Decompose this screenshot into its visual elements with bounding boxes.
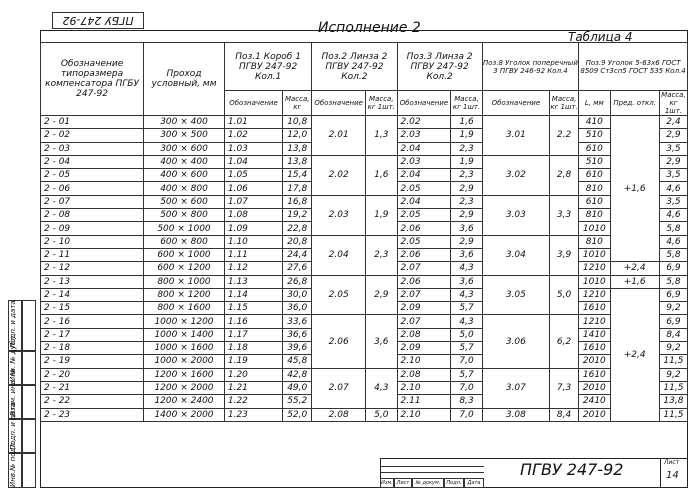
table-row (41, 155, 688, 168)
length-cell: 1210 (579, 288, 610, 301)
header-pos3: Поз.3 Линза 2 ПГВУ 247-92 Кол.2 (397, 43, 482, 91)
pos3-mass-cell: 4,3 (451, 288, 482, 301)
pos3-oboz-cell: 2.06 (397, 248, 451, 261)
pos1-mass-cell: 49,0 (283, 381, 312, 394)
passage-cell: 1000 × 2000 (144, 355, 225, 368)
header-passage: Проход условный, мм (144, 43, 225, 116)
pos1-mass-cell: 17,8 (283, 182, 312, 195)
spec-table (40, 42, 688, 422)
pos3-mass-cell: 7,0 (451, 355, 482, 368)
pos3-oboz-cell: 2.04 (397, 195, 451, 208)
pos8-mass-cell: 8,4 (550, 408, 579, 421)
pos8-mass-cell: 5,0 (550, 275, 579, 315)
pos9-mass-cell: 13,8 (659, 395, 687, 408)
pos9-mass-cell: 3,5 (659, 142, 687, 155)
pos1-oboz-cell: 1.22 (224, 395, 282, 408)
stamp-line (380, 472, 484, 473)
passage-cell: 400 × 400 (144, 155, 225, 168)
table-row (41, 116, 688, 129)
pos2-mass-cell: 5,0 (366, 408, 397, 421)
length-cell: 510 (579, 155, 610, 168)
pos1-mass-cell: 52,0 (283, 408, 312, 421)
passage-cell: 1200 × 2000 (144, 381, 225, 394)
pos3-mass-cell: 3,6 (451, 222, 482, 235)
stamp-cell: Лист (394, 478, 412, 488)
designation-cell: 2 - 13 (41, 275, 144, 288)
header-designation: Обозначение типоразмера компенсатора ПГБУ 247-92 (41, 43, 144, 116)
tolerance-cell: +2,4 (610, 288, 659, 421)
pos2-mass-cell: 2,3 (366, 235, 397, 275)
pos2-mass-cell: 1,3 (366, 116, 397, 156)
pos9-mass-cell: 2,9 (659, 155, 687, 168)
pos9-mass-cell: 6,9 (659, 262, 687, 275)
pos1-mass-cell: 36,6 (283, 328, 312, 341)
pos9-mass-cell: 11,5 (659, 381, 687, 394)
pos3-oboz-cell: 2.05 (397, 182, 451, 195)
pos1-mass-cell: 20,8 (283, 235, 312, 248)
pos1-oboz-cell: 1.14 (224, 288, 282, 301)
sub-header-oboz: Обозначение (397, 91, 451, 116)
pos3-oboz-cell: 2.06 (397, 222, 451, 235)
sub-header-oboz: Обозначение (482, 91, 549, 116)
pos1-oboz-cell: 1.13 (224, 275, 282, 288)
length-cell: 1010 (579, 222, 610, 235)
passage-cell: 800 × 1000 (144, 275, 225, 288)
pos3-mass-cell: 2,9 (451, 209, 482, 222)
strip-sign-date-2: Подп. и дата (9, 300, 17, 348)
pos1-oboz-cell: 1.12 (224, 262, 282, 275)
pos8-mass-cell: 3,9 (550, 235, 579, 275)
designation-cell: 2 - 11 (41, 248, 144, 261)
pos3-mass-cell: 2,9 (451, 182, 482, 195)
passage-cell: 300 × 600 (144, 142, 225, 155)
pos3-oboz-cell: 2.08 (397, 328, 451, 341)
pos8-mass-cell: 7,3 (550, 368, 579, 408)
sub-header-mass: Масса, кг 1шт. (451, 91, 482, 116)
sheet-title: Исполнение 2 (318, 20, 421, 36)
pos3-mass-cell: 1,6 (451, 116, 482, 129)
pos8-oboz-cell: 3.08 (482, 408, 549, 421)
designation-cell: 2 - 01 (41, 116, 144, 129)
pos9-mass-cell: 2,9 (659, 129, 687, 142)
pos2-mass-cell: 2,9 (366, 275, 397, 315)
designation-cell: 2 - 06 (41, 182, 144, 195)
passage-cell: 1200 × 2400 (144, 395, 225, 408)
length-cell: 2410 (579, 395, 610, 408)
pos1-mass-cell: 19,2 (283, 209, 312, 222)
length-cell: 1010 (579, 275, 610, 288)
pos1-oboz-cell: 1.15 (224, 302, 282, 315)
designation-cell: 2 - 08 (41, 209, 144, 222)
passage-cell: 800 × 1200 (144, 288, 225, 301)
stamp-cell: Подп. (444, 478, 464, 488)
pos1-oboz-cell: 1.01 (224, 116, 282, 129)
length-cell: 2010 (579, 381, 610, 394)
pos2-mass-cell: 1,9 (366, 195, 397, 235)
length-cell: 1210 (579, 262, 610, 275)
pos3-oboz-cell: 2.04 (397, 142, 451, 155)
designation-cell: 2 - 18 (41, 342, 144, 355)
pos8-mass-cell: 2.2 (550, 116, 579, 156)
length-cell: 510 (579, 129, 610, 142)
pos9-mass-cell: 11,5 (659, 355, 687, 368)
pos1-mass-cell: 10,8 (283, 116, 312, 129)
pos2-mass-cell: 3,6 (366, 315, 397, 368)
pos3-oboz-cell: 2.04 (397, 169, 451, 182)
sub-header-mass: Масса, кг 1шт. (366, 91, 397, 116)
pos2-mass-cell: 1,6 (366, 155, 397, 195)
passage-cell: 500 × 600 (144, 195, 225, 208)
pos8-oboz-cell: 3.04 (482, 235, 549, 275)
pos3-oboz-cell: 2.11 (397, 395, 451, 408)
table-row (41, 195, 688, 208)
pos1-oboz-cell: 1.07 (224, 195, 282, 208)
pos1-mass-cell: 26,8 (283, 275, 312, 288)
table-row (41, 275, 688, 288)
passage-cell: 1200 × 1600 (144, 368, 225, 381)
length-cell: 810 (579, 182, 610, 195)
designation-cell: 2 - 03 (41, 142, 144, 155)
stamp-code: ПГВУ 247-92 (520, 460, 624, 479)
length-cell: 2010 (579, 355, 610, 368)
tolerance-cell: +2,4 (610, 262, 659, 275)
designation-cell: 2 - 10 (41, 235, 144, 248)
pos3-oboz-cell: 2.07 (397, 315, 451, 328)
header-pos2: Поз.2 Линза 2 ПГВУ 247-92 Кол.2 (312, 43, 397, 91)
pos1-mass-cell: 39,6 (283, 342, 312, 355)
sub-header-mass: Масса, кг 1шт. (550, 91, 579, 116)
header-pos8: Поз.8 Уголок поперечный 3 ПГВУ 246-92 Кол.4 (482, 43, 578, 91)
pos8-oboz-cell: 3.01 (482, 116, 549, 156)
pos8-mass-cell: 2,8 (550, 155, 579, 195)
pos3-oboz-cell: 2.10 (397, 408, 451, 421)
pos1-mass-cell: 12,0 (283, 129, 312, 142)
pos9-mass-cell: 5,8 (659, 248, 687, 261)
pos1-oboz-cell: 1.09 (224, 222, 282, 235)
sub-header-oboz: Обозначение (224, 91, 282, 116)
passage-cell: 1000 × 1400 (144, 328, 225, 341)
pos9-mass-cell: 4,6 (659, 209, 687, 222)
pos2-oboz-cell: 2.06 (312, 315, 366, 368)
stamp-line (380, 466, 484, 467)
pos3-oboz-cell: 2.05 (397, 235, 451, 248)
pos8-oboz-cell: 3.07 (482, 368, 549, 408)
pos1-mass-cell: 30,0 (283, 288, 312, 301)
pos1-oboz-cell: 1.03 (224, 142, 282, 155)
pos1-mass-cell: 33,6 (283, 315, 312, 328)
passage-cell: 300 × 500 (144, 129, 225, 142)
stamp-cell: Изм. (381, 480, 393, 486)
designation-cell: 2 - 05 (41, 169, 144, 182)
passage-cell: 1000 × 1200 (144, 315, 225, 328)
pos9-mass-cell: 9,2 (659, 302, 687, 315)
pos3-mass-cell: 7,0 (451, 381, 482, 394)
length-cell: 1210 (579, 315, 610, 328)
stamp-cell: Дата (464, 478, 484, 488)
pos3-mass-cell: 2,3 (451, 142, 482, 155)
pos1-oboz-cell: 1.02 (224, 129, 282, 142)
strip-inv-dubl: Инв. № дубл. (9, 334, 17, 382)
pos1-oboz-cell: 1.10 (224, 235, 282, 248)
passage-cell: 600 × 800 (144, 235, 225, 248)
passage-cell: 1400 × 2000 (144, 408, 225, 421)
pos9-mass-cell: 4,6 (659, 235, 687, 248)
stamp-cell: № докум. (412, 478, 444, 488)
length-cell: 410 (579, 116, 610, 129)
length-cell: 810 (579, 209, 610, 222)
table-row (41, 368, 688, 381)
pos1-mass-cell: 13,8 (283, 142, 312, 155)
strip-sign-date: Подп. и дата (9, 402, 17, 450)
length-cell: 1610 (579, 368, 610, 381)
pos1-mass-cell: 13,8 (283, 155, 312, 168)
pos3-mass-cell: 1,9 (451, 129, 482, 142)
table-row (41, 315, 688, 328)
pos1-oboz-cell: 1.17 (224, 328, 282, 341)
designation-cell: 2 - 15 (41, 302, 144, 315)
pos1-mass-cell: 15,4 (283, 169, 312, 182)
length-cell: 1410 (579, 328, 610, 341)
pos3-oboz-cell: 2.08 (397, 368, 451, 381)
pos3-mass-cell: 8,3 (451, 395, 482, 408)
pos3-oboz-cell: 2.03 (397, 155, 451, 168)
pos3-mass-cell: 5,7 (451, 342, 482, 355)
passage-cell: 800 × 1600 (144, 302, 225, 315)
pos1-oboz-cell: 1.21 (224, 381, 282, 394)
pos8-oboz-cell: 3.05 (482, 275, 549, 315)
strip-vzam: Взам. инв. № (9, 368, 17, 416)
pos9-mass-cell: 8,4 (659, 328, 687, 341)
pos2-oboz-cell: 2.07 (312, 368, 366, 408)
length-cell: 810 (579, 235, 610, 248)
pos3-mass-cell: 3,6 (451, 275, 482, 288)
header-pos1: Поз.1 Короб 1 ПГВУ 247-92 Кол.1 (224, 43, 311, 91)
pos3-oboz-cell: 2.09 (397, 302, 451, 315)
pos1-mass-cell: 22,8 (283, 222, 312, 235)
pos9-mass-cell: 3,5 (659, 169, 687, 182)
passage-cell: 400 × 800 (144, 182, 225, 195)
designation-cell: 2 - 04 (41, 155, 144, 168)
length-cell: 1610 (579, 302, 610, 315)
designation-cell: 2 - 19 (41, 355, 144, 368)
pos3-oboz-cell: 2.03 (397, 129, 451, 142)
sub-header-oboz: Обозначение (312, 91, 366, 116)
pos8-oboz-cell: 3.03 (482, 195, 549, 235)
passage-cell: 500 × 800 (144, 209, 225, 222)
pos2-oboz-cell: 2.01 (312, 116, 366, 156)
sub-header-L: L, мм (579, 91, 610, 116)
sub-header-mass: Масса, кг (283, 91, 312, 116)
pos3-oboz-cell: 2.02 (397, 116, 451, 129)
designation-cell: 2 - 02 (41, 129, 144, 142)
passage-cell: 600 × 1000 (144, 248, 225, 261)
pos3-mass-cell: 7,0 (451, 408, 482, 421)
table-label: Таблица 4 (568, 30, 633, 44)
designation-cell: 2 - 20 (41, 368, 144, 381)
pos3-oboz-cell: 2.06 (397, 275, 451, 288)
pos3-mass-cell: 2,3 (451, 195, 482, 208)
length-cell: 610 (579, 142, 610, 155)
tolerance-cell: +1,6 (610, 275, 659, 288)
pos3-mass-cell: 1,9 (451, 155, 482, 168)
pos9-mass-cell: 2,4 (659, 116, 687, 129)
pos3-oboz-cell: 2.09 (397, 342, 451, 355)
pos1-mass-cell: 36,0 (283, 302, 312, 315)
pos3-oboz-cell: 2.10 (397, 355, 451, 368)
length-cell: 610 (579, 195, 610, 208)
length-cell: 610 (579, 169, 610, 182)
pos1-mass-cell: 24,4 (283, 248, 312, 261)
designation-cell: 2 - 09 (41, 222, 144, 235)
pos9-mass-cell: 6,9 (659, 315, 687, 328)
designation-cell: 2 - 12 (41, 262, 144, 275)
length-cell: 1010 (579, 248, 610, 261)
pos1-mass-cell: 42,8 (283, 368, 312, 381)
pos3-mass-cell: 4,3 (451, 262, 482, 275)
pos1-oboz-cell: 1.18 (224, 342, 282, 355)
designation-cell: 2 - 21 (41, 381, 144, 394)
stamp-sheet-label: Лист (664, 459, 680, 466)
designation-cell: 2 - 23 (41, 408, 144, 421)
pos1-mass-cell: 16,8 (283, 195, 312, 208)
pos1-oboz-cell: 1.05 (224, 169, 282, 182)
pos3-mass-cell: 5,0 (451, 328, 482, 341)
sub-header-mass: Масса, кг 1шт. (661, 91, 686, 115)
designation-cell: 2 - 16 (41, 315, 144, 328)
pos8-mass-cell: 3,3 (550, 195, 579, 235)
pos1-mass-cell: 27,6 (283, 262, 312, 275)
top-code: ПГБУ 247-92 (52, 12, 144, 29)
passage-cell: 300 × 400 (144, 116, 225, 129)
pos1-oboz-cell: 1.08 (224, 209, 282, 222)
pos1-oboz-cell: 1.11 (224, 248, 282, 261)
passage-cell: 400 × 600 (144, 169, 225, 182)
pos3-mass-cell: 5,7 (451, 368, 482, 381)
passage-cell: 600 × 1200 (144, 262, 225, 275)
pos1-oboz-cell: 1.04 (224, 155, 282, 168)
tolerance-cell: +1,6 (610, 116, 659, 262)
pos9-mass-cell: 6,9 (659, 288, 687, 301)
pos9-mass-cell: 5,8 (659, 275, 687, 288)
pos1-oboz-cell: 1.20 (224, 368, 282, 381)
table-row (41, 235, 688, 248)
designation-cell: 2 - 17 (41, 328, 144, 341)
sub-header-tolerance: Пред. откл. (610, 91, 659, 116)
pos3-mass-cell: 3,6 (451, 248, 482, 261)
pos8-oboz-cell: 3.06 (482, 315, 549, 368)
designation-cell: 2 - 22 (41, 395, 144, 408)
length-cell: 2010 (579, 408, 610, 421)
pos9-mass-cell: 3,5 (659, 195, 687, 208)
pos8-oboz-cell: 3.02 (482, 155, 549, 195)
pos3-mass-cell: 2,3 (451, 169, 482, 182)
pos8-mass-cell: 6,2 (550, 315, 579, 368)
pos1-oboz-cell: 1.19 (224, 355, 282, 368)
pos2-oboz-cell: 2.04 (312, 235, 366, 275)
passage-cell: 500 × 1000 (144, 222, 225, 235)
length-cell: 1610 (579, 342, 610, 355)
pos3-oboz-cell: 2.05 (397, 209, 451, 222)
header-pos9: Поз.9 Уголок 5-63х6 ГОСТ 8509 Ст3сп5 ГОСТ 535 Кол.4 (579, 43, 688, 91)
pos3-mass-cell: 4,3 (451, 315, 482, 328)
pos3-oboz-cell: 2.10 (397, 381, 451, 394)
pos2-oboz-cell: 2.02 (312, 155, 366, 195)
pos1-oboz-cell: 1.23 (224, 408, 282, 421)
pos1-mass-cell: 55,2 (283, 395, 312, 408)
passage-cell: 1000 × 1600 (144, 342, 225, 355)
pos3-oboz-cell: 2.07 (397, 262, 451, 275)
pos2-oboz-cell: 2.08 (312, 408, 366, 421)
pos9-mass-cell: 9,2 (659, 342, 687, 355)
pos9-mass-cell: 9,2 (659, 368, 687, 381)
pos3-oboz-cell: 2.07 (397, 288, 451, 301)
table-row (41, 408, 688, 421)
pos1-mass-cell: 45,8 (283, 355, 312, 368)
pos3-mass-cell: 2,9 (451, 235, 482, 248)
designation-cell: 2 - 14 (41, 288, 144, 301)
pos2-oboz-cell: 2.03 (312, 195, 366, 235)
pos1-oboz-cell: 1.16 (224, 315, 282, 328)
pos2-oboz-cell: 2.05 (312, 275, 366, 315)
designation-cell: 2 - 07 (41, 195, 144, 208)
strip-inv: Инв.№ подл. (9, 440, 17, 487)
pos2-mass-cell: 4,3 (366, 368, 397, 408)
pos3-mass-cell: 5,7 (451, 302, 482, 315)
pos1-oboz-cell: 1.06 (224, 182, 282, 195)
stamp-sheet-number: 14 (666, 470, 679, 481)
pos9-mass-cell: 5,8 (659, 222, 687, 235)
pos9-mass-cell: 4,6 (659, 182, 687, 195)
pos9-mass-cell: 11,5 (659, 408, 687, 421)
